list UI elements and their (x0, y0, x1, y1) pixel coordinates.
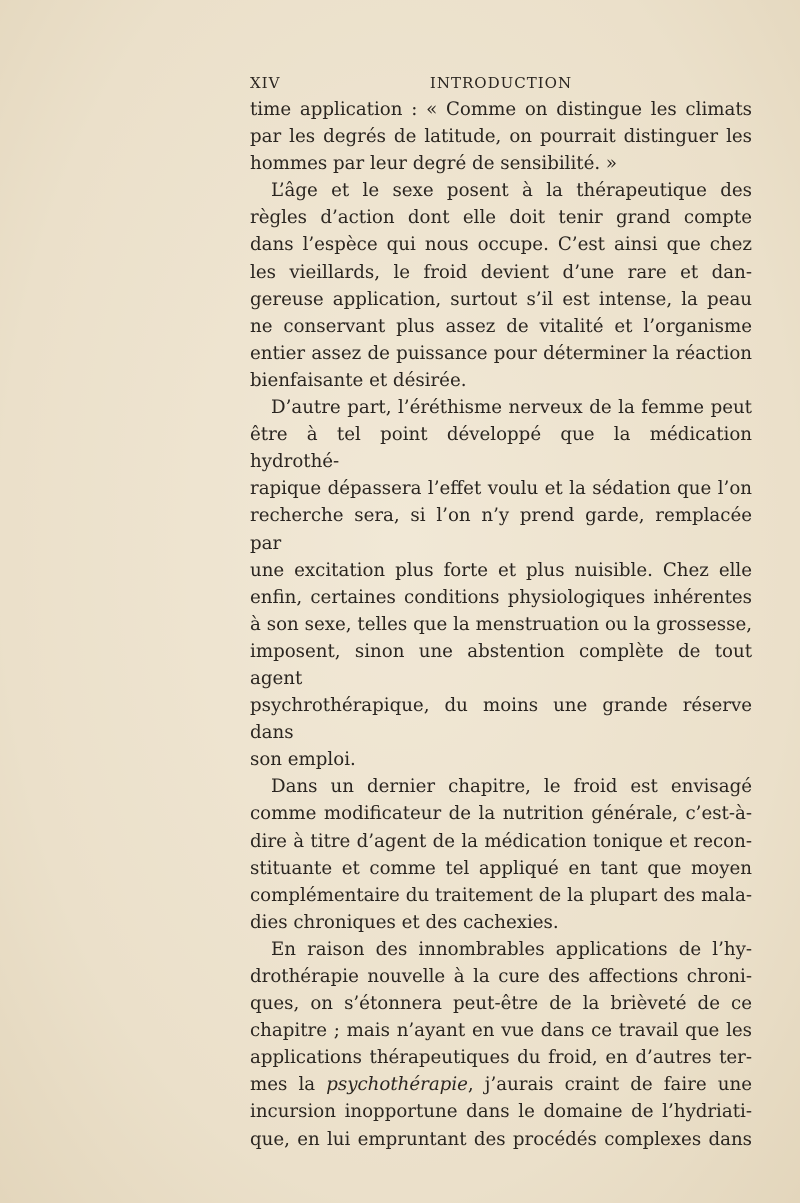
text-line (250, 746, 752, 773)
line-text: que, en lui empruntant des procédés complexes dans (250, 1128, 752, 1150)
line-text: entier assez de puissance pour déterminer la réaction (250, 342, 752, 364)
text-line (250, 286, 752, 313)
text-line (250, 394, 752, 421)
page-number: XIV (250, 74, 281, 92)
line-text: une excitation plus forte et plus nuisible. Chez elle (250, 559, 752, 581)
line-text: rapique dépassera l’effet voulu et la sédation que l’on (250, 478, 752, 500)
line-text: ne conservant plus assez de vitalité et l’organisme (250, 315, 752, 337)
text-line (250, 909, 752, 936)
line-text: règles d’action dont elle doit tenir grand compte (250, 207, 752, 229)
text-line (250, 1071, 752, 1098)
text-line (250, 611, 752, 638)
line-text: recherche sera, si l’on n’y prend garde, remplacée par (250, 505, 752, 554)
line-text: dans l’espèce qui nous occupe. C’est ainsi que chez (250, 234, 752, 256)
text-line (250, 421, 752, 475)
italic-term: psychothérapie (326, 1074, 468, 1096)
line-text: dies chroniques et des cachexies. (250, 911, 559, 933)
text-line (250, 475, 752, 502)
line-text: être à tel point développé que la médication hydrothé- (250, 424, 752, 473)
text-line (250, 204, 752, 231)
running-header (250, 74, 752, 96)
line-text: En raison des innombrables applications de l’hy- (271, 938, 752, 960)
line-text: gereuse application, surtout s’il est intense, la peau (250, 288, 752, 310)
line-text: , j’aurais craint de faire une (467, 1074, 752, 1096)
text-line (250, 963, 752, 990)
line-text: les vieillards, le froid devient d’une rare et dan- (250, 261, 752, 283)
line-text: drothérapie nouvelle à la cure des affections chroni- (250, 966, 752, 987)
line-text: imposent, sinon une abstention complète de tout agent (250, 640, 752, 689)
text-line (250, 1126, 752, 1153)
running-title: INTRODUCTION (429, 74, 573, 92)
text-line (250, 502, 752, 556)
text-line (250, 773, 752, 800)
text-line (250, 990, 752, 1017)
line-text: applications thérapeutiques du froid, en d’autres ter- (250, 1047, 752, 1069)
line-text: Dans un dernier chapitre, le froid est envisagé (271, 776, 752, 798)
text-line (250, 367, 752, 394)
line-text: son emploi. (250, 749, 356, 771)
line-text: bienfaisante et désirée. (250, 369, 467, 391)
line-text: L’âge et le sexe posent à la thérapeutique des (271, 180, 752, 202)
line-text: psychrothérapique, du moins une grande réserve dans (250, 695, 752, 744)
text-line (250, 557, 752, 584)
line-text: mes la (250, 1074, 327, 1096)
text-line (250, 800, 752, 827)
line-text: time application : « Comme on distingue les climats (250, 99, 752, 120)
text-line (250, 1017, 752, 1044)
line-text: dire à titre d’agent de la médication tonique et recon- (250, 830, 752, 852)
line-text: par les degrés de latitude, on pourrait distinguer les (250, 126, 752, 148)
text-line (250, 96, 752, 123)
line-text: comme modificateur de la nutrition générale, c’est-à- (250, 803, 752, 825)
text-line (250, 882, 752, 909)
text-line (250, 231, 752, 258)
text-line (250, 150, 752, 177)
line-text: ques, on s’étonnera peut-être de la brièveté de ce (250, 993, 752, 1015)
text-line (250, 1044, 752, 1071)
text-line (250, 828, 752, 855)
text-line (250, 584, 752, 611)
text-line (250, 123, 752, 150)
text-line (250, 936, 752, 963)
text-line (250, 638, 752, 692)
text-line (250, 1098, 752, 1125)
line-text: chapitre ; mais n’ayant en vue dans ce travail que les (250, 1020, 752, 1042)
line-text: stituante et comme tel appliqué en tant que moyen (250, 857, 752, 879)
text-line (250, 855, 752, 882)
line-text: hommes par leur degré de sensibilité. » (250, 153, 618, 175)
line-text: complémentaire du traitement de la plupart des mala- (250, 884, 752, 906)
text-line (250, 259, 752, 286)
line-text: à son sexe, telles que la menstruation ou la grossesse, (250, 613, 752, 635)
text-line (250, 340, 752, 367)
line-text: D’autre part, l’éréthisme nerveux de la femme peut (271, 397, 752, 419)
text-line (250, 692, 752, 746)
text-line (250, 313, 752, 340)
line-text: incursion inopportune dans le domaine de l’hydriati- (250, 1101, 752, 1123)
body-text (250, 96, 752, 1153)
text-line (250, 177, 752, 204)
line-text: enfin, certaines conditions physiologiques inhérentes (250, 586, 752, 608)
